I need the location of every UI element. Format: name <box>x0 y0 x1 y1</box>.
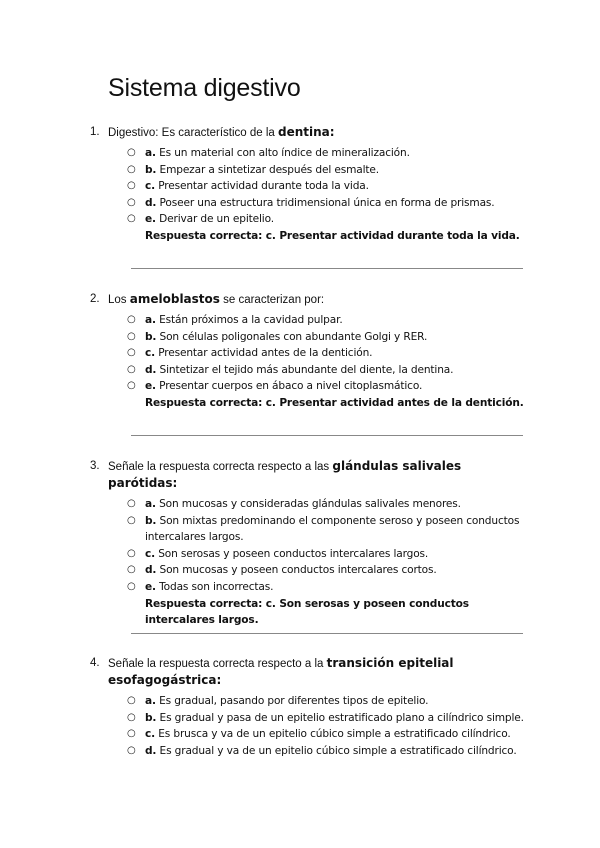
option-item[interactable]: ○ a. Es un material con alto índice de mineralización. <box>127 145 530 162</box>
page-title: Sistema digestivo <box>108 74 301 102</box>
question-stem <box>90 458 530 492</box>
option-item[interactable]: ○ d. Son mucosas y poseen conductos intercalares cortos. <box>127 562 530 579</box>
option-item[interactable]: ○ e. Derivar de un epitelio. <box>127 211 530 228</box>
option-list <box>90 145 530 228</box>
option-list <box>90 496 530 596</box>
question-keyword: ameloblastos <box>129 292 220 306</box>
question-3 <box>90 458 530 629</box>
circle-bullet-icon: ○ <box>127 564 136 576</box>
option-item[interactable]: ○ d. Es gradual y va de un epitelio cúbico simple a estratificado cilíndrico. <box>127 743 530 760</box>
correct-answer: Respuesta correcta: c. Presentar actividad antes de la dentición. <box>145 396 524 409</box>
circle-bullet-icon: ○ <box>127 213 136 225</box>
question-text: Señale la respuesta correcta respecto a las glándulas salivales parótidas: <box>108 459 462 490</box>
correct-answer: Respuesta correcta: c. Son serosas y poseen conductos intercalares largos. <box>145 597 469 627</box>
question-stem <box>90 655 530 689</box>
question-4 <box>90 655 530 759</box>
circle-bullet-icon: ○ <box>127 363 136 375</box>
circle-bullet-icon: ○ <box>127 580 136 592</box>
question-2 <box>90 291 530 412</box>
correct-answer: Respuesta correcta: c. Presentar actividad durante toda la vida. <box>145 229 520 242</box>
option-item[interactable]: ○ c. Presentar actividad durante toda la vida. <box>127 178 530 195</box>
circle-bullet-icon: ○ <box>127 330 136 342</box>
question-keyword: glándulas salivales parótidas: <box>108 459 462 490</box>
option-item[interactable]: ○ b. Empezar a sintetizar después del esmalte. <box>127 162 530 179</box>
circle-bullet-icon: ○ <box>127 728 136 740</box>
option-item[interactable]: ○ b. Es gradual y pasa de un epitelio estratificado plano a cilíndrico simple. <box>127 710 530 727</box>
option-item[interactable]: ○ a. Es gradual, pasando por diferentes tipos de epitelio. <box>127 693 530 710</box>
circle-bullet-icon: ○ <box>127 180 136 192</box>
circle-bullet-icon: ○ <box>127 547 136 559</box>
circle-bullet-icon: ○ <box>127 347 136 359</box>
circle-bullet-icon: ○ <box>127 147 136 158</box>
divider <box>131 268 523 269</box>
option-item[interactable]: ○ d. Sintetizar el tejido más abundante del diente, la dentina. <box>127 362 530 379</box>
question-text: Digestivo: Es característico de la dentina: <box>108 125 335 139</box>
option-item[interactable]: ○ d. Poseer una estructura tridimensional única en forma de prismas. <box>127 195 530 212</box>
circle-bullet-icon: ○ <box>127 163 136 175</box>
option-item[interactable]: ○ e. Todas son incorrectas. <box>127 579 530 596</box>
circle-bullet-icon: ○ <box>127 514 136 526</box>
question-number: 4. <box>90 657 100 669</box>
option-item[interactable]: ○ c. Es brusca y va de un epitelio cúbico simple a estratificado cilíndrico. <box>127 726 530 743</box>
question-1 <box>90 124 530 245</box>
question-text: Señale la respuesta correcta respecto a la transición epitelial esofagogástrica: <box>108 656 454 687</box>
divider <box>131 633 523 634</box>
option-item[interactable]: ○ c. Son serosas y poseen conductos intercalares largos. <box>127 546 530 563</box>
question-stem <box>90 124 530 141</box>
question-stem <box>90 291 530 308</box>
option-item[interactable]: ○ a. Son mucosas y consideradas glándulas salivales menores. <box>127 496 530 513</box>
circle-bullet-icon: ○ <box>127 711 136 723</box>
option-item[interactable]: ○ b. Son células poligonales con abundante Golgi y RER. <box>127 329 530 346</box>
circle-bullet-icon: ○ <box>127 380 136 392</box>
question-number: 3. <box>90 460 100 472</box>
question-keyword: transición epitelial esofagogástrica: <box>108 656 454 687</box>
question-number: 2. <box>90 293 100 305</box>
circle-bullet-icon: ○ <box>127 695 136 706</box>
option-item[interactable]: ○ e. Presentar cuerpos en ábaco a nivel citoplasmático. <box>127 378 530 395</box>
circle-bullet-icon: ○ <box>127 196 136 208</box>
divider <box>131 435 523 436</box>
circle-bullet-icon: ○ <box>127 744 136 756</box>
question-text: Los ameloblastos se caracterizan por: <box>108 292 325 306</box>
option-list <box>90 312 530 395</box>
question-keyword: dentina: <box>278 125 335 139</box>
question-number: 1. <box>90 126 100 138</box>
circle-bullet-icon: ○ <box>127 498 136 509</box>
circle-bullet-icon: ○ <box>127 314 136 325</box>
option-item[interactable]: ○ b. Son mixtas predominando el componente seroso y poseen conductos intercalares largos. <box>127 514 520 544</box>
option-list <box>90 693 530 759</box>
option-item[interactable]: ○ a. Están próximos a la cavidad pulpar. <box>127 312 530 329</box>
option-item[interactable]: ○ c. Presentar actividad antes de la dentición. <box>127 345 530 362</box>
